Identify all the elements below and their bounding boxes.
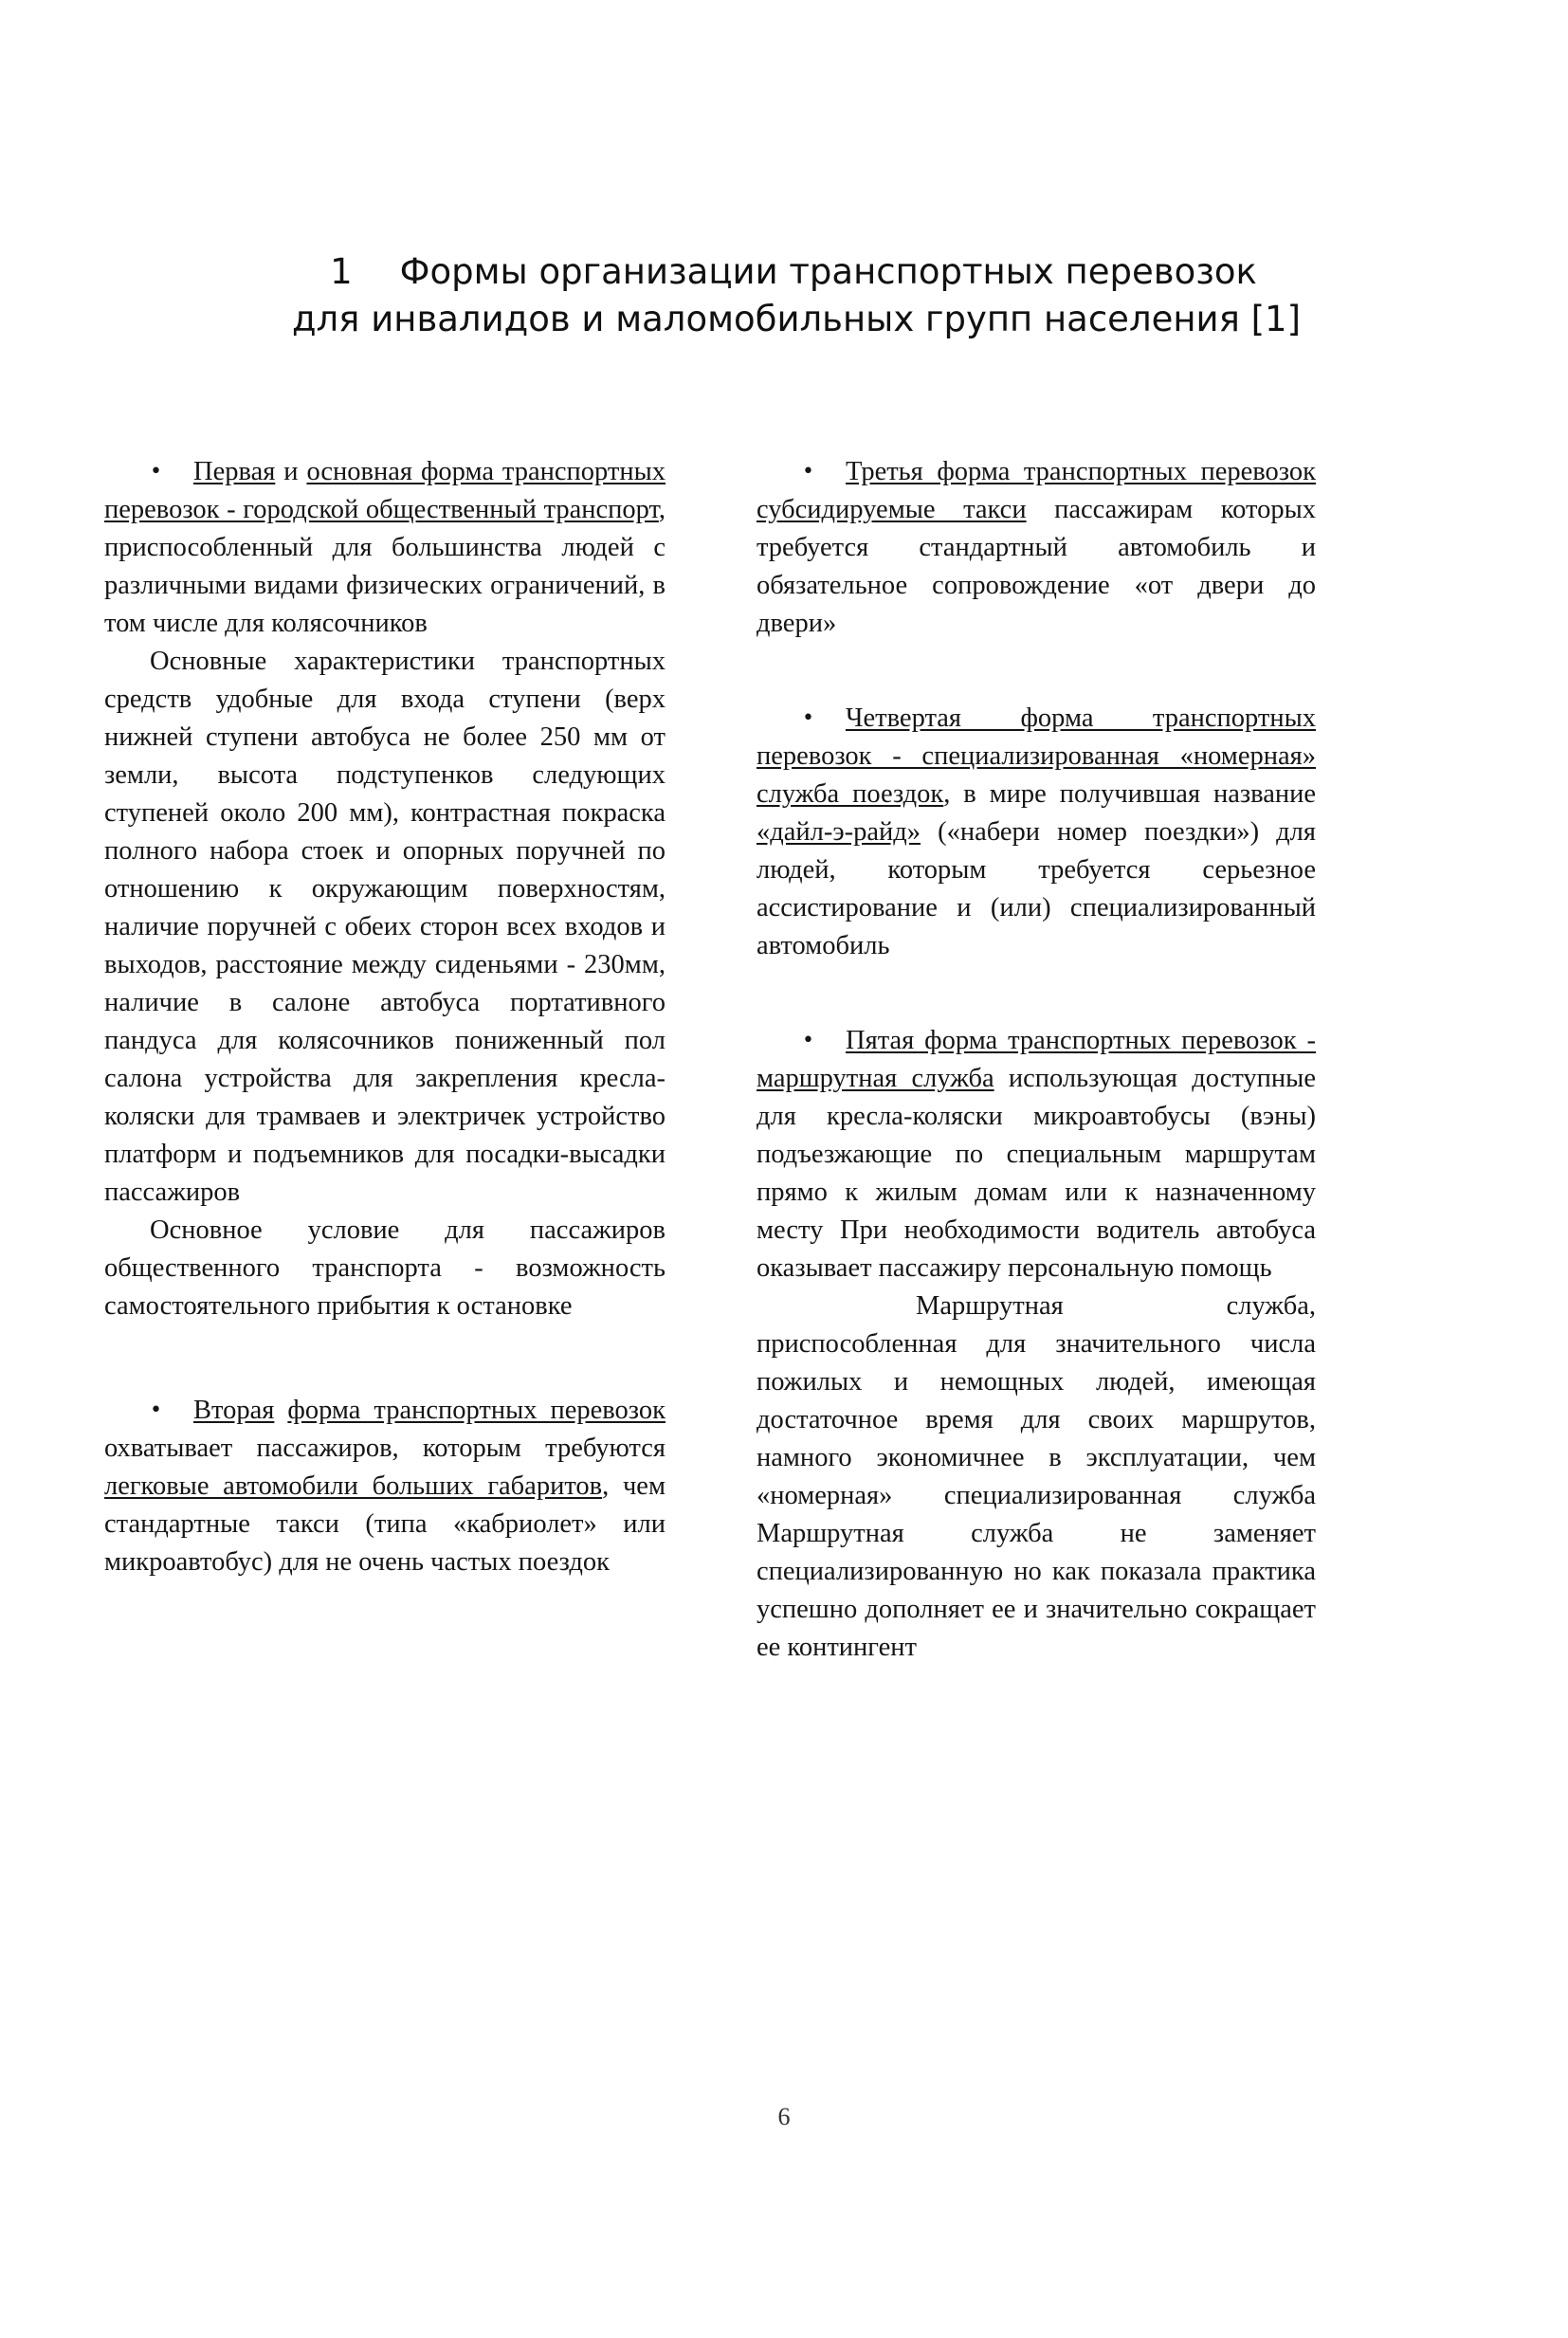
term-first: Первая: [193, 457, 276, 486]
term-second-form: форма транспортных перевозок: [287, 1396, 665, 1425]
bullet-icon: •: [802, 1029, 814, 1052]
term-second: Вторая: [193, 1396, 275, 1425]
heading-line-1: [171, 248, 1422, 296]
heading-text-1: Формы организации транспортных перевозок: [399, 251, 1257, 292]
bullet-icon: •: [150, 460, 162, 484]
left-column: [104, 453, 665, 1581]
paragraph-characteristics: Основные характеристики транспортных средств удобные для входа ступени (верх нижней ступени автобуса не более 250 мм от земли, высота подступенков следующих ступеней около 200 мм), контрастная покраска полного набора стоек и опорных поручней по отношению к окружающим поверхностям, наличие поручней с обеих сторон всех входов и выходов, расстояние между сиденьями - 230мм, наличие в салоне автобуса портативного пандуса для колясочников пониженный пол салона устройства для закрепления кресла-коляски для трамваев и электричек устройство платформ и подъемников для посадки-высадки пассажиров: [104, 647, 665, 1207]
paragraph-main-condition: Основное условие для пассажиров общественного транспорта - возможность самостоятельного прибытия к остановке: [104, 1215, 665, 1321]
right-column: [757, 453, 1316, 1667]
term-fourth-form: Четвертая форма транспортных перевозок - специализированная «номерная» служба поездок: [757, 703, 1316, 809]
paragraph-third-form: • Третья форма транспортных перевозок субсидируемые такси пассажирам которых требуется стандартный автомобиль и обязательное сопровождение «от двери до двери»: [757, 453, 1316, 643]
paragraph-fifth-form: • Пятая форма транспортных перевозок - маршрутная служба использующая доступные для кресла-коляски микроавтобусы (вэны) подъезжающие по специальным маршрутам прямо к жилым домам или к назначенному месту При необходимости водитель автобуса оказывает пассажиру персональную помощь: [757, 1022, 1316, 1288]
section-heading: [171, 248, 1422, 343]
heading-line-2: для инвалидов и маломобильных групп населения [1]: [291, 299, 1302, 339]
term-large-cars: легковые автомобили больших габаритов: [104, 1471, 603, 1501]
term-main-form: основная форма транспортных перевозок - городской общественный транспорт: [104, 457, 665, 524]
page-number: 6: [777, 2103, 791, 2130]
bullet-icon: •: [802, 460, 814, 484]
paragraph-second-form: • Вторая форма транспортных перевозок охватывает пассажиров, которым требуются легковые автомобили больших габаритов, чем стандартные такси (типа «кабриолет» или микроавтобус) для не очень частых поездок: [104, 1392, 665, 1581]
term-fifth-form: Пятая форма транспортных перевозок - маршрутная служба: [757, 1026, 1316, 1093]
paragraph-fourth-form: • Четвертая форма транспортных перевозок - специализированная «номерная» служба поездок, в мире получившая название «дайл-э-райд» («набери номер поездки») для людей, которым требуется серьезное ассистирование и (или) специализированный автомобиль: [757, 700, 1316, 965]
paragraph-first-form: • Первая и основная форма транспортных перевозок - городской общественный транспорт, приспособленный для большинства людей с различными видами физических ограничений, в том числе для колясочников: [104, 453, 665, 643]
bullet-icon: •: [802, 706, 814, 730]
term-dial-a-ride: «дайл-э-райд»: [757, 817, 921, 847]
bullet-icon: •: [150, 1398, 162, 1422]
section-number: 1: [330, 251, 353, 292]
paragraph-route-service: Маршрутная служба, приспособленная для значительного числа пожилых и немощных людей, имеющая достаточное время для своих маршрутов, намного экономичнее в эксплуатации, чем «номерная» специализированная служба Маршрутная служба не заменяет специализированную но как показала практика успешно дополняет ее и значительно сокращает ее контингент: [757, 1291, 1316, 1662]
term-third-form: Третья форма транспортных перевозок субсидируемые такси: [757, 457, 1316, 524]
